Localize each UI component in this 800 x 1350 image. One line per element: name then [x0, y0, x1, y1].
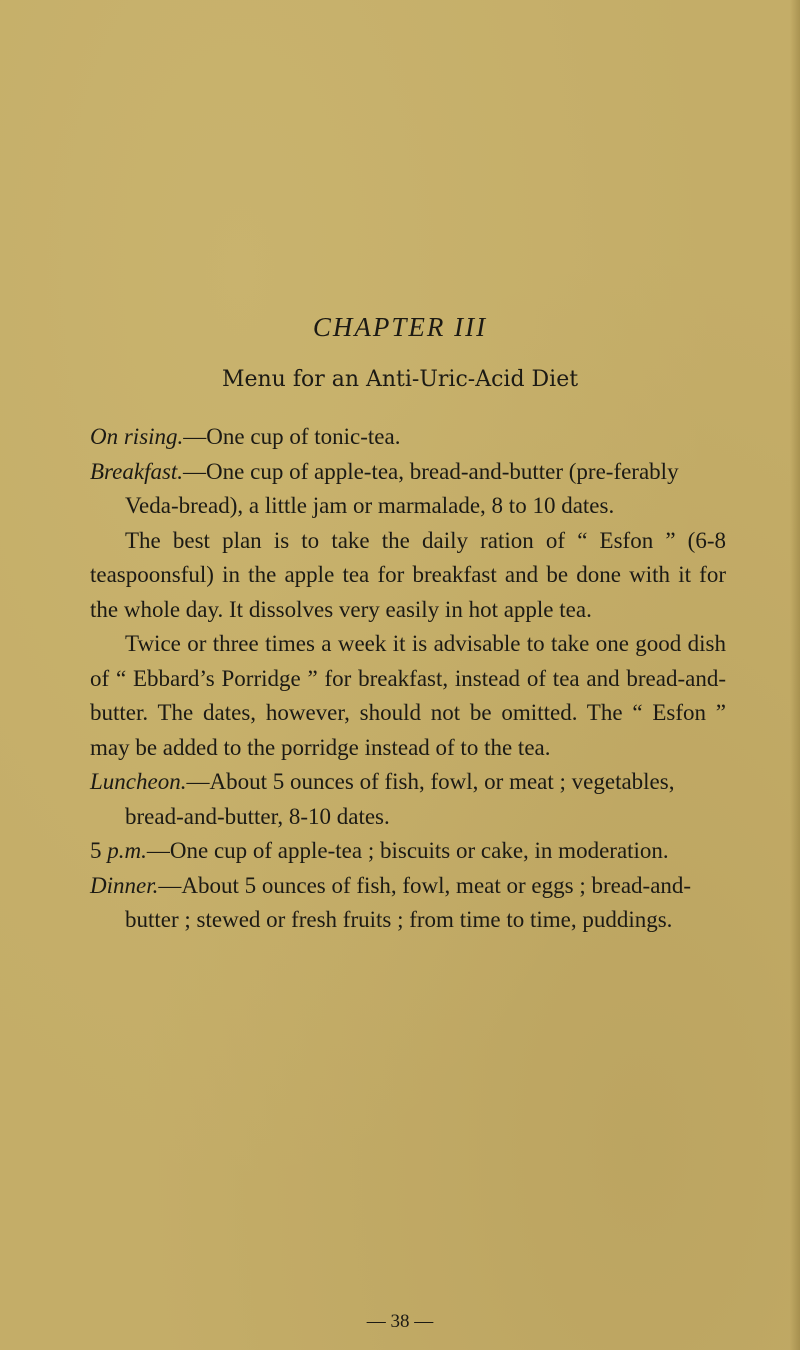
entry-dinner — [90, 869, 726, 938]
entry-label: p.m. — [107, 838, 147, 863]
page-edge-shadow — [790, 0, 800, 1350]
entry-afternoon — [90, 834, 726, 869]
entry-text: —One cup of tonic-tea. — [183, 424, 401, 449]
entry-on-rising — [90, 420, 726, 455]
paragraph-esfon: The best plan is to take the daily ration of “ Esfon ” (6-8 teaspoonsful) in the apple tea for breakfast and be done with it for the whole day. It dissolves very easily in hot apple tea. — [90, 527, 726, 622]
entry-label: Dinner. — [90, 872, 159, 898]
entry-prefix: 5 — [90, 838, 108, 863]
entry-text: —One cup of apple-tea, bread-and-butter (pre-ferably Veda-bread), a little jam or marmalade, 8 to 10 dates. — [125, 458, 679, 518]
entry-luncheon — [90, 765, 726, 834]
page-number: — 38 — — [366, 1311, 434, 1332]
chapter-heading: CHAPTER III — [312, 312, 488, 342]
entry-label: Breakfast. — [90, 458, 184, 484]
menu-title: Menu for an Anti-Uric-Acid Diet — [221, 367, 579, 392]
entry-text: —One cup of apple-tea ; biscuits or cake, in moderation. — [146, 838, 669, 863]
entry-text: —About 5 ounces of fish, fowl, meat or eggs ; bread-and-butter ; stewed or fresh fruits ; from time to time, puddings. — [125, 872, 692, 932]
entry-breakfast — [90, 455, 726, 524]
body-text — [90, 420, 726, 938]
entry-label: On rising. — [90, 424, 184, 449]
entry-text: —About 5 ounces of fish, fowl, or meat ; vegetables, bread-and-butter, 8-10 dates. — [125, 769, 675, 829]
paragraph-porridge: Twice or three times a week it is advisable to take one good dish of “ Ebbard’s Porridge ” for breakfast, instead of tea and bread-and-butter. The dates, however, should not be omitted. The “ Esfon ” may be added to the porridge instead of to the tea. — [90, 631, 726, 760]
entry-label: Luncheon. — [90, 769, 187, 794]
